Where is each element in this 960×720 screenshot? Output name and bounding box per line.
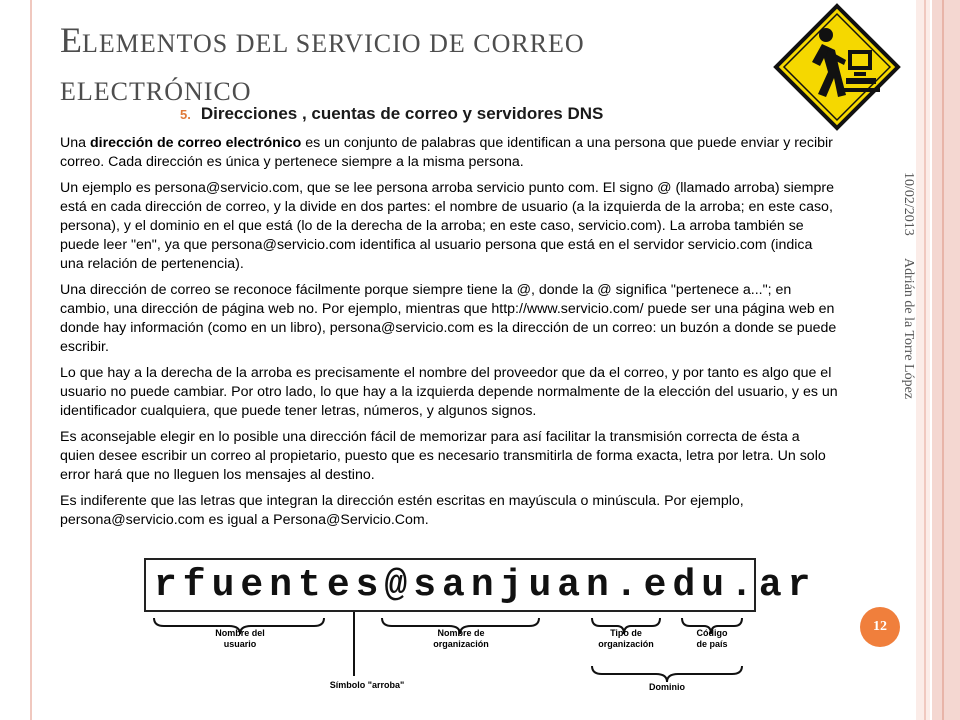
paragraph-6: Es indiferente que las letras que integran la dirección estén escritas en mayúscula o minúscula. Por ejemplo, persona@servicio.com es igual a Persona@Servicio.Com. — [60, 493, 744, 528]
subheading-text: Direcciones , cuentas de correo y servidores DNS — [200, 104, 604, 123]
decorative-strip-line — [942, 0, 944, 720]
decorative-strip-inner — [916, 0, 930, 720]
label-country — [684, 628, 740, 650]
body-text — [60, 134, 838, 537]
paragraph-2: Un ejemplo es persona@servicio.com, que se lee persona arroba servicio punto com. El signo @ (llamado arroba) siempre está en cada dirección de correo, y la divide en dos partes: el nombre de usuario (a la izquierda de la arroba; en este caso, persona), y el dominio en el que está (lo de la derecha de la arroba; en este caso, servicio.com). La arroba también se puede leer "en", ya que persona@servicio.com identifica al usuario persona que está en el servidor servicio.com (indica una relación de pertenencia). — [60, 180, 835, 272]
label-user-line-1: Nombre del — [215, 628, 265, 638]
label-type-line-1: Tipo de — [610, 628, 642, 638]
label-user-line-2: usuario — [223, 639, 257, 649]
label-org-line-1: Nombre de — [437, 628, 485, 638]
slide-number-badge: 12 — [860, 607, 900, 647]
label-country-line-2: de país — [696, 639, 728, 649]
title-initial: E — [60, 20, 82, 60]
paragraph-1-post: es un conjunto de palabras que identifican a una persona que puede enviar y recibir correo. Cada dirección es única y pertenece siempre a la misma persona. — [60, 135, 833, 170]
title-rest: LEMENTOS DEL SERVICIO DE CORREO — [82, 29, 585, 58]
slide-title — [60, 16, 780, 116]
paragraph-1 — [60, 134, 838, 172]
paragraph-3: Una dirección de correo se reconoce fácilmente porque siempre tiene la @, donde la @ significa "pertenece a..."; en cambio, una dirección de página web no. Por ejemplo, mientras que http://www.servicio.com/ puede ser una página web en donde hay información (como en un libro), persona@servicio.com es la dirección de un correo: un buzón a donde se puede escribir. — [60, 282, 837, 355]
label-domain: Dominio — [649, 682, 685, 692]
side-author: Adrián de la Torre López — [901, 258, 916, 400]
label-country-line-1: Código — [696, 628, 728, 638]
subheading-number: 5. — [180, 107, 191, 122]
paragraph-5: Es aconsejable elegir en lo posible una dirección fácil de memorizar para así facilitar la transmisión correcta de ésta a quien desee escribir un correo al propietario, puesto que es necesario transmitirla de forma exacta, letra por letra. Un solo error hará que no lleguen los mensajes al destino. — [60, 429, 826, 483]
side-date: 10/02/2013 — [901, 172, 916, 236]
left-border-line — [30, 0, 32, 720]
decorative-strip-outer — [932, 0, 960, 720]
worker-sign-icon — [772, 2, 902, 132]
diagram-email-text: rfuentes@sanjuan.edu.ar — [154, 564, 817, 607]
label-type-line-2: organización — [598, 639, 654, 649]
label-org — [416, 628, 506, 650]
section-subheading — [180, 104, 603, 124]
paragraph-4: Lo que hay a la derecha de la arroba es precisamente el nombre del proveedor que da el correo, y por tanto es algo que el usuario no puede cambiar. Por otro lado, lo que hay a la izquierda depende normalmente de la elección del usuario, y es un identificador cualquiera, que puede tener letras, números, y algunos signos. — [60, 365, 838, 419]
label-user — [202, 628, 278, 650]
decorative-strip-inner-line — [924, 0, 926, 720]
label-org-line-2: organización — [433, 639, 489, 649]
title-line-1 — [60, 16, 780, 68]
label-arroba: Símbolo "arroba" — [329, 680, 405, 690]
paragraph-1-pre: Una — [60, 135, 90, 151]
paragraph-1-bold: dirección de correo electrónico — [89, 135, 302, 151]
label-type — [588, 628, 664, 650]
title-line-2: ELECTRÓNICO — [60, 77, 252, 106]
email-diagram — [144, 558, 817, 708]
